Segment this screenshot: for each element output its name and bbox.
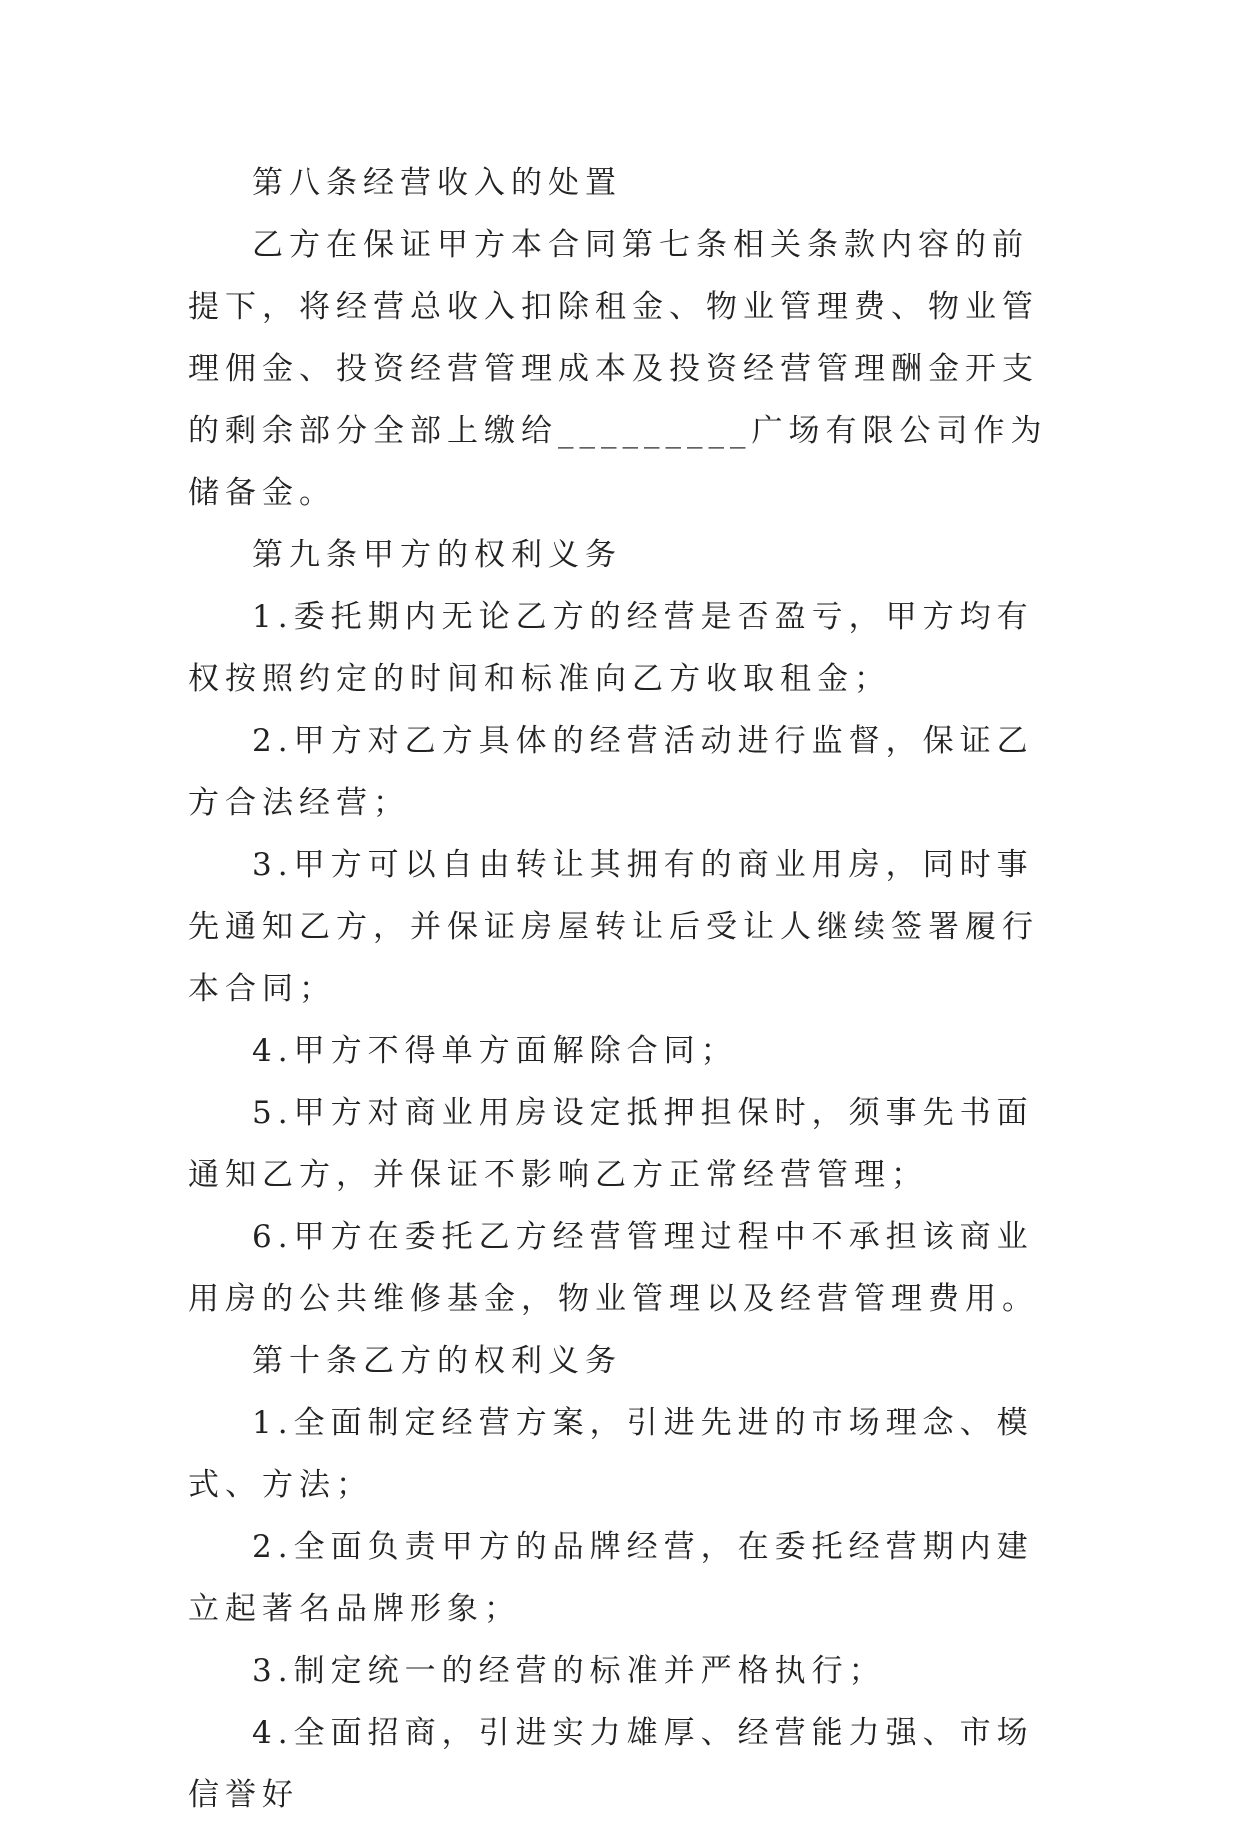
article-9-heading: 第九条甲方的权利义务	[252, 537, 622, 573]
article-9-item-5: 5.甲方对商业用房设定抵押担保时，须事先书面通知乙方，并保证不影响乙方正常经营管理；	[188, 1095, 1034, 1193]
article-8-body: 乙方在保证甲方本合同第七条相关条款内容的前提下，将经营总收入扣除租金、物业管理费、物业管理佣金、投资经营管理成本及投资经营管理酬金开支的剩余部分全部上缴给_________广场有限公司作为储备金。	[188, 227, 1048, 511]
article-9-item-3: 3.甲方可以自由转让其拥有的商业用房，同时事先通知乙方，并保证房屋转让后受让人继续签署履行本合同；	[188, 847, 1039, 1007]
article-9-item-6: 6.甲方在委托乙方经营管理过程中不承担该商业用房的公共维修基金，物业管理以及经营管理费用。	[188, 1219, 1039, 1317]
article-9-item-1: 1.委托期内无论乙方的经营是否盈亏，甲方均有权按照约定的时间和标准向乙方收取租金；	[188, 599, 1034, 697]
article-10-heading: 第十条乙方的权利义务	[252, 1343, 622, 1379]
article-10-item-2: 2.全面负责甲方的品牌经营，在委托经营期内建立起著名品牌形象；	[188, 1529, 1034, 1627]
article-10-item-1: 1.全面制定经营方案，引进先进的市场理念、模式、方法；	[188, 1405, 1034, 1503]
document-body	[188, 152, 1060, 1826]
article-8-heading: 第八条经营收入的处置	[252, 165, 622, 201]
article-9-item-4: 4.甲方不得单方面解除合同；	[252, 1033, 738, 1069]
article-10-item-4: 4.全面招商，引进实力雄厚、经营能力强、市场信誉好	[188, 1715, 1034, 1813]
article-9-item-2: 2.甲方对乙方具体的经营活动进行监督，保证乙方合法经营；	[188, 723, 1034, 821]
article-10-item-3: 3.制定统一的经营的标准并严格执行；	[252, 1653, 886, 1689]
